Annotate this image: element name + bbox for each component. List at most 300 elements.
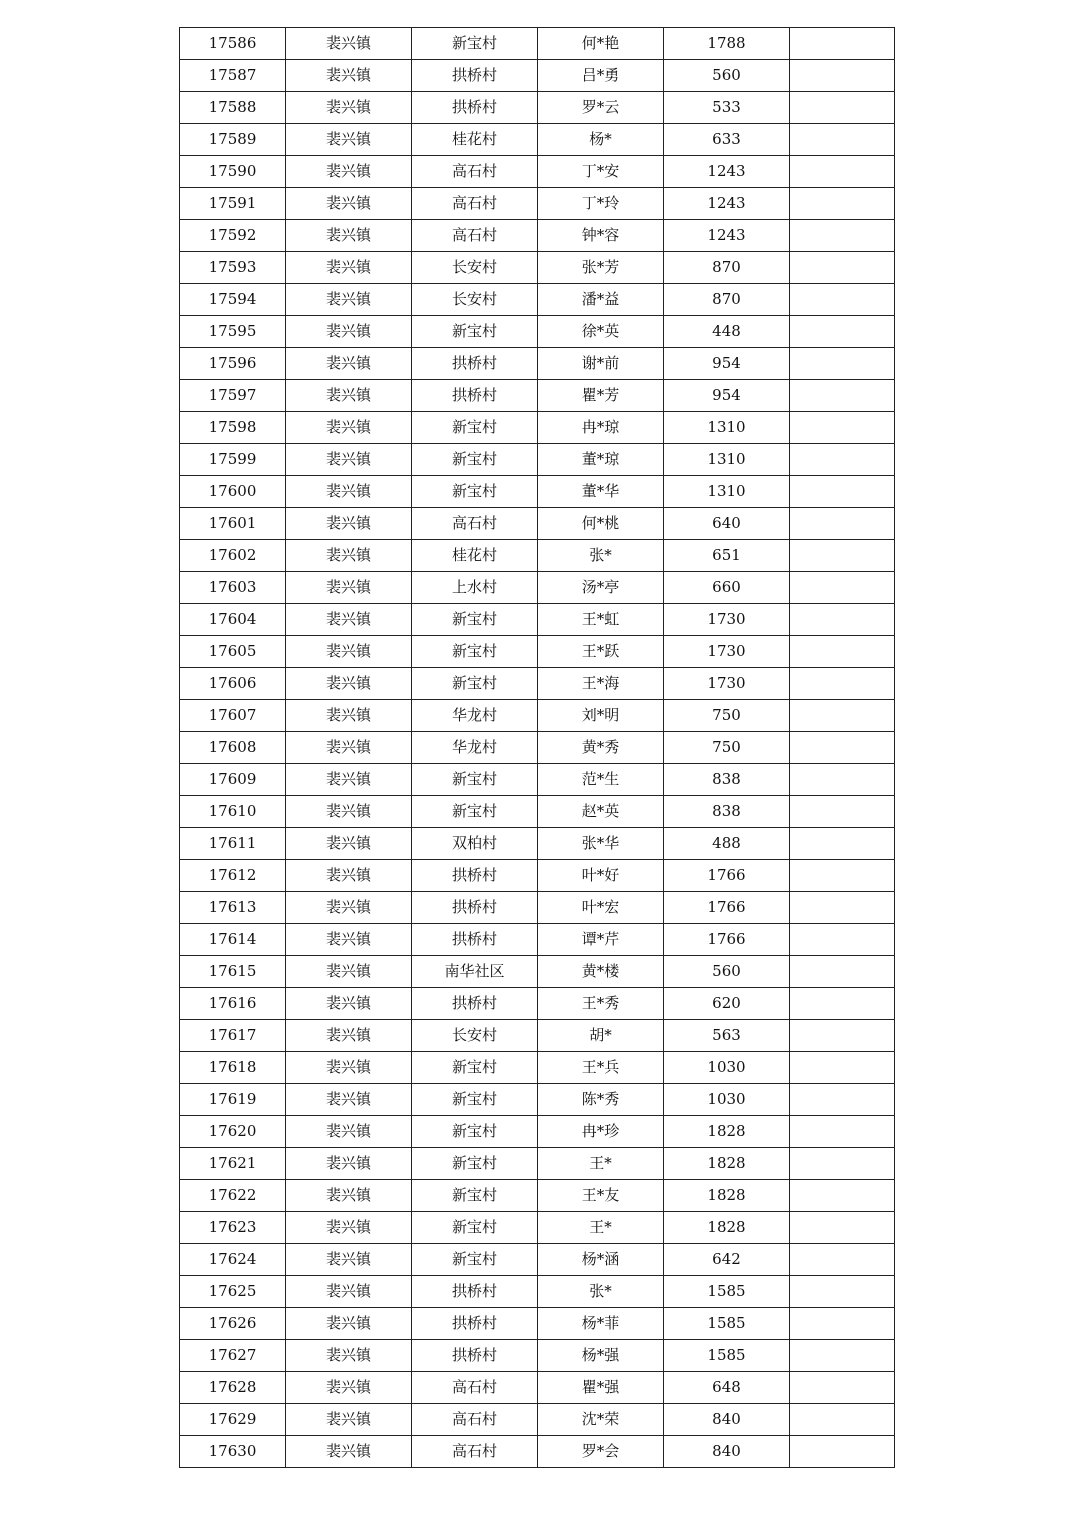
amount-cell: 533 xyxy=(664,92,790,124)
village-cell: 长安村 xyxy=(412,252,538,284)
village-cell: 高石村 xyxy=(412,220,538,252)
remark-cell xyxy=(790,1052,895,1084)
town-cell: 裴兴镇 xyxy=(286,444,412,476)
table-row xyxy=(180,1404,895,1436)
remark-cell xyxy=(790,796,895,828)
table-row xyxy=(180,924,895,956)
name-cell: 董*琼 xyxy=(538,444,664,476)
remark-cell xyxy=(790,444,895,476)
serial-number-cell: 17599 xyxy=(180,444,286,476)
town-cell: 裴兴镇 xyxy=(286,572,412,604)
amount-cell: 660 xyxy=(664,572,790,604)
name-cell: 刘*明 xyxy=(538,700,664,732)
name-cell: 胡* xyxy=(538,1020,664,1052)
village-cell: 新宝村 xyxy=(412,1244,538,1276)
name-cell: 杨*菲 xyxy=(538,1308,664,1340)
table-row xyxy=(180,1084,895,1116)
amount-cell: 563 xyxy=(664,1020,790,1052)
village-cell: 新宝村 xyxy=(412,668,538,700)
town-cell: 裴兴镇 xyxy=(286,764,412,796)
table-row xyxy=(180,732,895,764)
name-cell: 王*兵 xyxy=(538,1052,664,1084)
town-cell: 裴兴镇 xyxy=(286,412,412,444)
village-cell: 新宝村 xyxy=(412,412,538,444)
table-row xyxy=(180,796,895,828)
table-row xyxy=(180,508,895,540)
village-cell: 新宝村 xyxy=(412,444,538,476)
table-row xyxy=(180,1052,895,1084)
serial-number-cell: 17588 xyxy=(180,92,286,124)
table-row xyxy=(180,1244,895,1276)
amount-cell: 1730 xyxy=(664,636,790,668)
remark-cell xyxy=(790,636,895,668)
serial-number-cell: 17603 xyxy=(180,572,286,604)
village-cell: 拱桥村 xyxy=(412,1340,538,1372)
town-cell: 裴兴镇 xyxy=(286,476,412,508)
name-cell: 瞿*芳 xyxy=(538,380,664,412)
amount-cell: 448 xyxy=(664,316,790,348)
remark-cell xyxy=(790,1116,895,1148)
remark-cell xyxy=(790,700,895,732)
remark-cell xyxy=(790,1404,895,1436)
town-cell: 裴兴镇 xyxy=(286,860,412,892)
table-row xyxy=(180,1020,895,1052)
name-cell: 瞿*强 xyxy=(538,1372,664,1404)
name-cell: 王*友 xyxy=(538,1180,664,1212)
serial-number-cell: 17629 xyxy=(180,1404,286,1436)
remark-cell xyxy=(790,1436,895,1468)
town-cell: 裴兴镇 xyxy=(286,156,412,188)
table-row xyxy=(180,92,895,124)
amount-cell: 1585 xyxy=(664,1340,790,1372)
table-row xyxy=(180,636,895,668)
remark-cell xyxy=(790,988,895,1020)
village-cell: 高石村 xyxy=(412,1372,538,1404)
serial-number-cell: 17622 xyxy=(180,1180,286,1212)
amount-cell: 838 xyxy=(664,796,790,828)
name-cell: 何*艳 xyxy=(538,28,664,60)
amount-cell: 1730 xyxy=(664,604,790,636)
town-cell: 裴兴镇 xyxy=(286,1148,412,1180)
remark-cell xyxy=(790,764,895,796)
town-cell: 裴兴镇 xyxy=(286,92,412,124)
village-cell: 新宝村 xyxy=(412,604,538,636)
remark-cell xyxy=(790,316,895,348)
town-cell: 裴兴镇 xyxy=(286,124,412,156)
name-cell: 沈*荣 xyxy=(538,1404,664,1436)
table-row xyxy=(180,1180,895,1212)
amount-cell: 1766 xyxy=(664,860,790,892)
name-cell: 张* xyxy=(538,540,664,572)
table-row xyxy=(180,348,895,380)
town-cell: 裴兴镇 xyxy=(286,380,412,412)
name-cell: 黄*秀 xyxy=(538,732,664,764)
remark-cell xyxy=(790,604,895,636)
table-row xyxy=(180,956,895,988)
name-cell: 杨*涵 xyxy=(538,1244,664,1276)
table-row xyxy=(180,412,895,444)
amount-cell: 1730 xyxy=(664,668,790,700)
town-cell: 裴兴镇 xyxy=(286,1020,412,1052)
table-row xyxy=(180,284,895,316)
amount-cell: 1585 xyxy=(664,1276,790,1308)
remark-cell xyxy=(790,220,895,252)
serial-number-cell: 17614 xyxy=(180,924,286,956)
village-cell: 拱桥村 xyxy=(412,892,538,924)
table-row xyxy=(180,28,895,60)
name-cell: 丁*安 xyxy=(538,156,664,188)
amount-cell: 870 xyxy=(664,284,790,316)
serial-number-cell: 17619 xyxy=(180,1084,286,1116)
remark-cell xyxy=(790,1020,895,1052)
town-cell: 裴兴镇 xyxy=(286,252,412,284)
name-cell: 徐*英 xyxy=(538,316,664,348)
remark-cell xyxy=(790,1276,895,1308)
town-cell: 裴兴镇 xyxy=(286,924,412,956)
serial-number-cell: 17616 xyxy=(180,988,286,1020)
remark-cell xyxy=(790,1308,895,1340)
town-cell: 裴兴镇 xyxy=(286,540,412,572)
village-cell: 南华社区 xyxy=(412,956,538,988)
amount-cell: 1766 xyxy=(664,892,790,924)
village-cell: 拱桥村 xyxy=(412,988,538,1020)
serial-number-cell: 17609 xyxy=(180,764,286,796)
remark-cell xyxy=(790,572,895,604)
remark-cell xyxy=(790,956,895,988)
village-cell: 拱桥村 xyxy=(412,60,538,92)
village-cell: 桂花村 xyxy=(412,540,538,572)
remark-cell xyxy=(790,1244,895,1276)
serial-number-cell: 17594 xyxy=(180,284,286,316)
name-cell: 叶*宏 xyxy=(538,892,664,924)
village-cell: 新宝村 xyxy=(412,764,538,796)
village-cell: 拱桥村 xyxy=(412,860,538,892)
remark-cell xyxy=(790,188,895,220)
town-cell: 裴兴镇 xyxy=(286,1212,412,1244)
name-cell: 吕*勇 xyxy=(538,60,664,92)
amount-cell: 651 xyxy=(664,540,790,572)
remark-cell xyxy=(790,732,895,764)
amount-cell: 840 xyxy=(664,1436,790,1468)
town-cell: 裴兴镇 xyxy=(286,1340,412,1372)
table-row xyxy=(180,828,895,860)
town-cell: 裴兴镇 xyxy=(286,1084,412,1116)
amount-cell: 1243 xyxy=(664,156,790,188)
village-cell: 长安村 xyxy=(412,1020,538,1052)
name-cell: 范*生 xyxy=(538,764,664,796)
name-cell: 丁*玲 xyxy=(538,188,664,220)
village-cell: 新宝村 xyxy=(412,796,538,828)
remark-cell xyxy=(790,28,895,60)
amount-cell: 1828 xyxy=(664,1212,790,1244)
town-cell: 裴兴镇 xyxy=(286,1372,412,1404)
table-row xyxy=(180,1372,895,1404)
name-cell: 罗*云 xyxy=(538,92,664,124)
name-cell: 谭*芹 xyxy=(538,924,664,956)
remark-cell xyxy=(790,348,895,380)
village-cell: 高石村 xyxy=(412,1436,538,1468)
remark-cell xyxy=(790,1212,895,1244)
village-cell: 华龙村 xyxy=(412,732,538,764)
town-cell: 裴兴镇 xyxy=(286,988,412,1020)
remark-cell xyxy=(790,892,895,924)
amount-cell: 870 xyxy=(664,252,790,284)
table-row xyxy=(180,316,895,348)
name-cell: 陈*秀 xyxy=(538,1084,664,1116)
serial-number-cell: 17627 xyxy=(180,1340,286,1372)
serial-number-cell: 17626 xyxy=(180,1308,286,1340)
town-cell: 裴兴镇 xyxy=(286,636,412,668)
serial-number-cell: 17610 xyxy=(180,796,286,828)
serial-number-cell: 17611 xyxy=(180,828,286,860)
village-cell: 上水村 xyxy=(412,572,538,604)
name-cell: 何*桃 xyxy=(538,508,664,540)
name-cell: 黄*楼 xyxy=(538,956,664,988)
table-row xyxy=(180,764,895,796)
town-cell: 裴兴镇 xyxy=(286,796,412,828)
amount-cell: 488 xyxy=(664,828,790,860)
table-row xyxy=(180,1436,895,1468)
village-cell: 高石村 xyxy=(412,1404,538,1436)
name-cell: 谢*前 xyxy=(538,348,664,380)
amount-cell: 648 xyxy=(664,1372,790,1404)
serial-number-cell: 17607 xyxy=(180,700,286,732)
town-cell: 裴兴镇 xyxy=(286,1116,412,1148)
amount-cell: 954 xyxy=(664,380,790,412)
village-cell: 新宝村 xyxy=(412,1180,538,1212)
amount-cell: 1828 xyxy=(664,1116,790,1148)
remark-cell xyxy=(790,284,895,316)
town-cell: 裴兴镇 xyxy=(286,284,412,316)
serial-number-cell: 17597 xyxy=(180,380,286,412)
amount-cell: 954 xyxy=(664,348,790,380)
serial-number-cell: 17596 xyxy=(180,348,286,380)
serial-number-cell: 17586 xyxy=(180,28,286,60)
village-cell: 新宝村 xyxy=(412,1084,538,1116)
amount-cell: 1030 xyxy=(664,1084,790,1116)
name-cell: 张*华 xyxy=(538,828,664,860)
amount-cell: 1828 xyxy=(664,1180,790,1212)
table-row xyxy=(180,988,895,1020)
name-cell: 汤*亭 xyxy=(538,572,664,604)
remark-cell xyxy=(790,860,895,892)
remark-cell xyxy=(790,252,895,284)
serial-number-cell: 17613 xyxy=(180,892,286,924)
table-row xyxy=(180,252,895,284)
remark-cell xyxy=(790,1148,895,1180)
village-cell: 双柏村 xyxy=(412,828,538,860)
name-cell: 王* xyxy=(538,1148,664,1180)
name-cell: 王*海 xyxy=(538,668,664,700)
table-row xyxy=(180,220,895,252)
amount-cell: 1310 xyxy=(664,412,790,444)
table-row xyxy=(180,476,895,508)
amount-cell: 1585 xyxy=(664,1308,790,1340)
amount-cell: 838 xyxy=(664,764,790,796)
serial-number-cell: 17628 xyxy=(180,1372,286,1404)
village-cell: 新宝村 xyxy=(412,316,538,348)
table-row xyxy=(180,188,895,220)
town-cell: 裴兴镇 xyxy=(286,828,412,860)
remark-cell xyxy=(790,124,895,156)
name-cell: 张*芳 xyxy=(538,252,664,284)
amount-cell: 1310 xyxy=(664,444,790,476)
remark-cell xyxy=(790,1372,895,1404)
town-cell: 裴兴镇 xyxy=(286,1180,412,1212)
serial-number-cell: 17601 xyxy=(180,508,286,540)
town-cell: 裴兴镇 xyxy=(286,1244,412,1276)
name-cell: 冉*珍 xyxy=(538,1116,664,1148)
table-row xyxy=(180,604,895,636)
serial-number-cell: 17606 xyxy=(180,668,286,700)
village-cell: 拱桥村 xyxy=(412,1308,538,1340)
table-row xyxy=(180,124,895,156)
village-cell: 新宝村 xyxy=(412,1148,538,1180)
town-cell: 裴兴镇 xyxy=(286,1052,412,1084)
serial-number-cell: 17621 xyxy=(180,1148,286,1180)
remark-cell xyxy=(790,668,895,700)
name-cell: 赵*英 xyxy=(538,796,664,828)
table-row xyxy=(180,540,895,572)
serial-number-cell: 17618 xyxy=(180,1052,286,1084)
serial-number-cell: 17592 xyxy=(180,220,286,252)
remark-cell xyxy=(790,924,895,956)
table-row xyxy=(180,668,895,700)
village-cell: 桂花村 xyxy=(412,124,538,156)
name-cell: 王*虹 xyxy=(538,604,664,636)
table-row xyxy=(180,1148,895,1180)
town-cell: 裴兴镇 xyxy=(286,668,412,700)
name-cell: 王*秀 xyxy=(538,988,664,1020)
serial-number-cell: 17587 xyxy=(180,60,286,92)
town-cell: 裴兴镇 xyxy=(286,1308,412,1340)
serial-number-cell: 17625 xyxy=(180,1276,286,1308)
serial-number-cell: 17624 xyxy=(180,1244,286,1276)
village-cell: 拱桥村 xyxy=(412,924,538,956)
amount-cell: 1828 xyxy=(664,1148,790,1180)
town-cell: 裴兴镇 xyxy=(286,700,412,732)
table-row xyxy=(180,1308,895,1340)
name-cell: 王* xyxy=(538,1212,664,1244)
remark-cell xyxy=(790,476,895,508)
village-cell: 新宝村 xyxy=(412,476,538,508)
amount-cell: 1030 xyxy=(664,1052,790,1084)
town-cell: 裴兴镇 xyxy=(286,60,412,92)
remark-cell xyxy=(790,380,895,412)
town-cell: 裴兴镇 xyxy=(286,1276,412,1308)
town-cell: 裴兴镇 xyxy=(286,28,412,60)
village-cell: 新宝村 xyxy=(412,28,538,60)
name-cell: 叶*好 xyxy=(538,860,664,892)
serial-number-cell: 17589 xyxy=(180,124,286,156)
village-cell: 高石村 xyxy=(412,156,538,188)
village-cell: 拱桥村 xyxy=(412,380,538,412)
town-cell: 裴兴镇 xyxy=(286,508,412,540)
village-cell: 华龙村 xyxy=(412,700,538,732)
table-row xyxy=(180,1340,895,1372)
name-cell: 潘*益 xyxy=(538,284,664,316)
remark-cell xyxy=(790,156,895,188)
amount-cell: 633 xyxy=(664,124,790,156)
town-cell: 裴兴镇 xyxy=(286,316,412,348)
town-cell: 裴兴镇 xyxy=(286,1436,412,1468)
village-cell: 拱桥村 xyxy=(412,348,538,380)
table-row xyxy=(180,444,895,476)
amount-cell: 1310 xyxy=(664,476,790,508)
table-row xyxy=(180,380,895,412)
village-cell: 长安村 xyxy=(412,284,538,316)
town-cell: 裴兴镇 xyxy=(286,188,412,220)
amount-cell: 640 xyxy=(664,508,790,540)
serial-number-cell: 17604 xyxy=(180,604,286,636)
table-row xyxy=(180,1212,895,1244)
serial-number-cell: 17617 xyxy=(180,1020,286,1052)
remark-cell xyxy=(790,60,895,92)
village-cell: 高石村 xyxy=(412,188,538,220)
name-cell: 钟*容 xyxy=(538,220,664,252)
amount-cell: 560 xyxy=(664,956,790,988)
town-cell: 裴兴镇 xyxy=(286,348,412,380)
name-cell: 冉*琼 xyxy=(538,412,664,444)
table-row xyxy=(180,860,895,892)
remark-cell xyxy=(790,412,895,444)
town-cell: 裴兴镇 xyxy=(286,1404,412,1436)
data-table xyxy=(179,27,895,1468)
name-cell: 董*华 xyxy=(538,476,664,508)
name-cell: 罗*会 xyxy=(538,1436,664,1468)
amount-cell: 1766 xyxy=(664,924,790,956)
amount-cell: 840 xyxy=(664,1404,790,1436)
remark-cell xyxy=(790,1180,895,1212)
serial-number-cell: 17630 xyxy=(180,1436,286,1468)
name-cell: 王*跃 xyxy=(538,636,664,668)
village-cell: 拱桥村 xyxy=(412,1276,538,1308)
remark-cell xyxy=(790,92,895,124)
amount-cell: 1788 xyxy=(664,28,790,60)
table-row xyxy=(180,572,895,604)
amount-cell: 620 xyxy=(664,988,790,1020)
name-cell: 杨*强 xyxy=(538,1340,664,1372)
town-cell: 裴兴镇 xyxy=(286,956,412,988)
town-cell: 裴兴镇 xyxy=(286,220,412,252)
village-cell: 新宝村 xyxy=(412,1052,538,1084)
table-row xyxy=(180,156,895,188)
remark-cell xyxy=(790,1340,895,1372)
village-cell: 新宝村 xyxy=(412,1116,538,1148)
serial-number-cell: 17591 xyxy=(180,188,286,220)
serial-number-cell: 17620 xyxy=(180,1116,286,1148)
remark-cell xyxy=(790,540,895,572)
table-row xyxy=(180,1116,895,1148)
table-row xyxy=(180,60,895,92)
name-cell: 张* xyxy=(538,1276,664,1308)
amount-cell: 560 xyxy=(664,60,790,92)
amount-cell: 1243 xyxy=(664,188,790,220)
remark-cell xyxy=(790,828,895,860)
town-cell: 裴兴镇 xyxy=(286,732,412,764)
village-cell: 高石村 xyxy=(412,508,538,540)
table-row xyxy=(180,1276,895,1308)
serial-number-cell: 17595 xyxy=(180,316,286,348)
town-cell: 裴兴镇 xyxy=(286,892,412,924)
village-cell: 拱桥村 xyxy=(412,92,538,124)
table-row xyxy=(180,892,895,924)
serial-number-cell: 17608 xyxy=(180,732,286,764)
village-cell: 新宝村 xyxy=(412,636,538,668)
table-body xyxy=(180,28,895,1468)
serial-number-cell: 17590 xyxy=(180,156,286,188)
serial-number-cell: 17602 xyxy=(180,540,286,572)
